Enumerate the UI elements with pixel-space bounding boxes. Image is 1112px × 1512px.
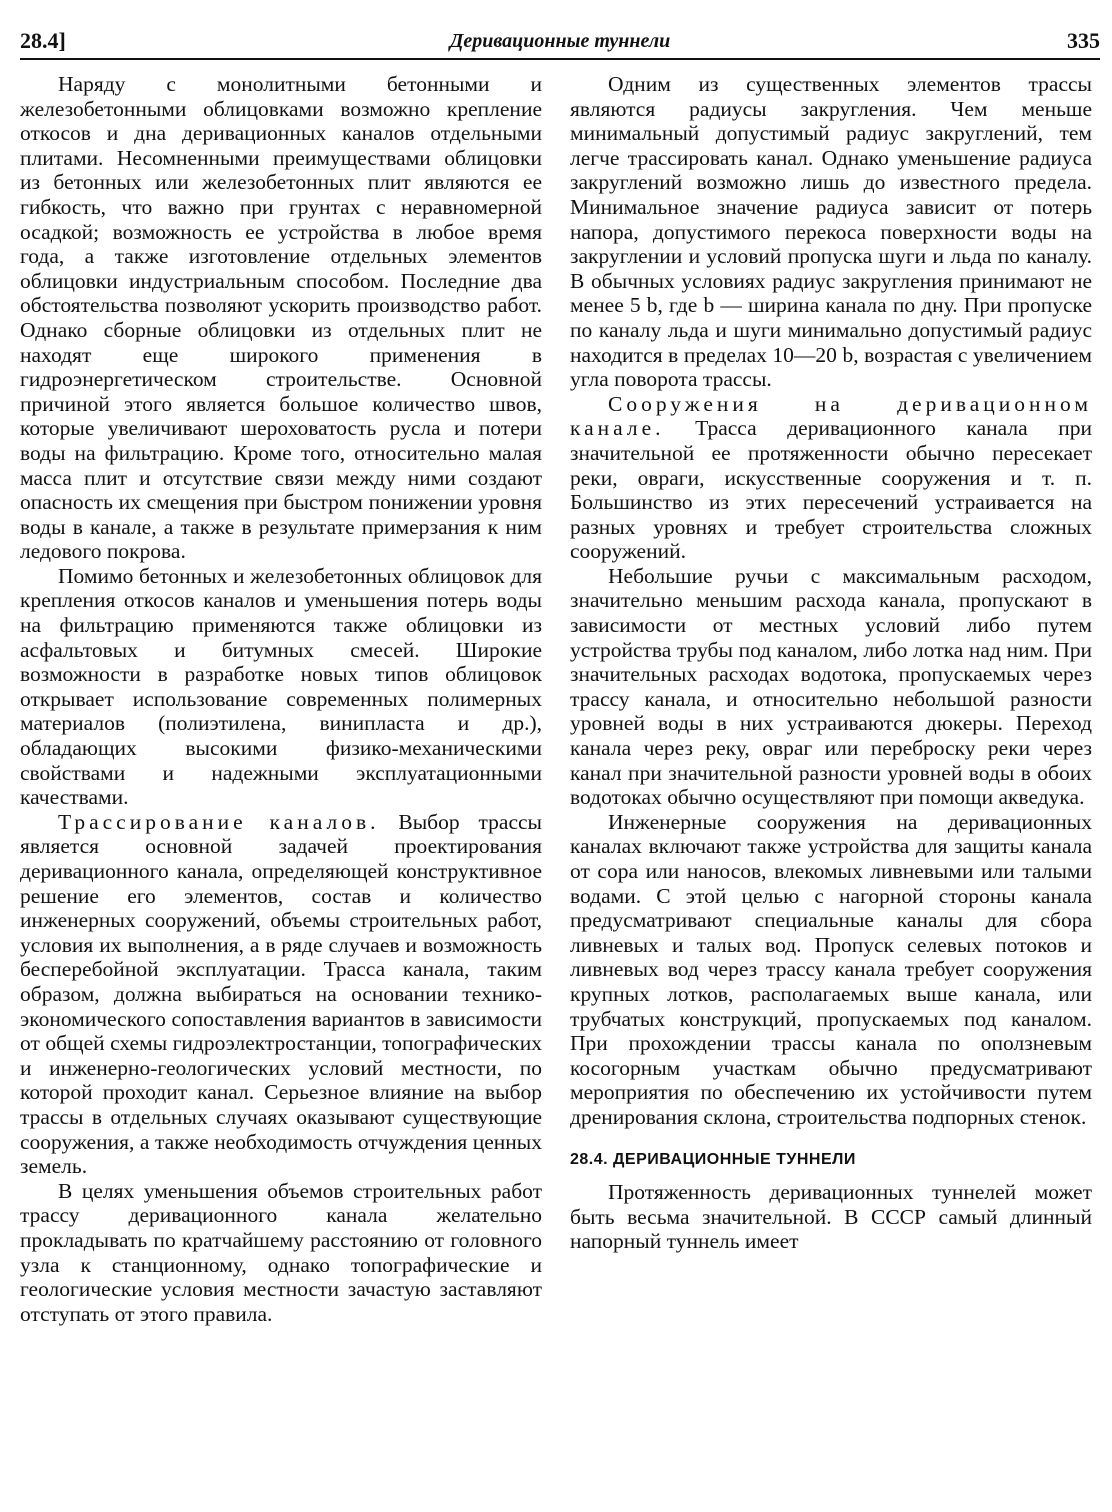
paragraph: Инженерные сооружения на деривационных каналах включают также устройства для защиты канала от сора или наносов, влекомых ливневыми или талыми водами. С этой целью с нагорной стороны канала предусматривают специальные каналы для сбора ливневых и талых вод. Пропуск селевых потоков и ливневых вод через трассу канала требует сооружения крупных лотков, располагаемых выше канала, или трубчатых конструкций, пропускаемых под каналом. При прохождении трассы канала по оползневым косогорным участкам обычно предусматривают мероприятия по обеспечению их устойчивости путем дренирования склона, строительства подпорных стенок. bbox=[570, 809, 1092, 1129]
paragraph: В целях уменьшения объемов строительных работ трассу деривационного канала желательно прокладывать по кратчайшему расстоянию от головного узла к станционному, однако топографические и геологические условия местности зачастую заставляют отступать от этого правила. bbox=[20, 1178, 542, 1326]
paragraph: Протяженность деривационных туннелей может быть весьма значительной. В СССР самый длинный напорный туннель имеет bbox=[570, 1180, 1092, 1254]
paragraph: Небольшие ручьи с максимальным расходом, значительно меньшим расхода канала, пропускают в зависимости от местных условий либо путем устройства трубы под каналом, либо лотка над ним. При значительных расходах водотока, пропускаемых через трассу канала, и относительно небольшой разности уровней воды в них устраиваются дюкеры. Переход канала через реку, овраг или переброску реки через канал при значительной разности уровней воды в обоих водотоках обычно осуществляют при помощи акведука. bbox=[570, 563, 1092, 810]
run-in-heading: Сооружения на деривационном канале. bbox=[570, 391, 1092, 441]
paragraph: Одним из существенных элементов трассы являются радиусы закругления. Чем меньше минимальный допустимый радиус закруглений, тем легче трассировать канал. Однако уменьшение радиуса закруглений возможно лишь до известного предела. Минимальное значение радиуса зависит от потерь напора, допустимого перекоса поверхности воды на закруглении и условий пропуска шуги и льда по каналу. В обычных условиях радиус закругления принимают не менее 5 b, где b — ширина канала по дну. При пропуске по каналу льда и шуги минимально допустимый радиус находится в пределах 10—20 b, возрастая с увеличением угла поворота трассы. bbox=[570, 72, 1092, 392]
header-rule bbox=[20, 58, 1100, 60]
paragraph bbox=[20, 810, 542, 1179]
paragraph: Наряду с монолитными бетонными и железобетонными облицовками возможно крепление откосов и дна деривационных каналов отдельными плитами. Несомненными преимуществами облицовки из бетонных или железобетонных плит являются ее гибкость, что важно при грунтах с неравномерной осадкой; возможность ее устройства в любое время года, а также изготовление отдельных элементов облицовки индустриальным способом. Последние два обстоятельства позволяют ускорить производство работ. Однако сборные облицовки из отдельных плит не находят еще широкого применения в гидроэнергетическом строительстве. Основной причиной этого является большое количество швов, которые увеличивают шероховатость русла и потери воды на фильтрацию. Кроме того, относительно малая масса плит и отсутствие связи между ними создают опасность их смещения при быстром понижении уровня воды в канале, а также в результате примерзания к ним ледового покрова. bbox=[20, 72, 542, 564]
paragraph-body: Трасса деривационного канала при значительной ее протяженности обычно пересекает реки, овраги, искусственные сооружения и т. п. Большинство из этих пересечений устраивается на разных уровнях и требует строительства сложных сооружений. bbox=[570, 416, 1092, 564]
paragraph-body: Выбор трассы является основной задачей проектирования деривационного канала, определяющей конструктивное решение его элементов, состав и количество инженерных сооружений, объемы строительных работ, условия их выполнения, а в ряде случаев и возможность бесперебойной эксплуатации. Трасса канала, таким образом, должна выбираться на основании технико-экономического сопоставления вариантов в зависимости от общей схемы гидроэлектростанции, топографических и инженерно-геологических условий местности, по которой проходит канал. Серьезное влияние на выбор трассы в отдельных случаях оказывают существующие сооружения, а также необходимость отчуждения ценных земель. bbox=[20, 809, 542, 1179]
run-in-heading: Трассирование каналов. bbox=[58, 809, 380, 834]
header-running-title: Деривационные туннели bbox=[449, 30, 671, 52]
section-title: 28.4. ДЕРИВАЦИОННЫЕ ТУННЕЛИ bbox=[570, 1150, 856, 1168]
paragraph bbox=[570, 392, 1092, 564]
page-header bbox=[20, 28, 1100, 58]
right-column bbox=[570, 72, 1092, 1254]
header-section-number: 28.4] bbox=[20, 28, 66, 53]
left-column bbox=[20, 72, 542, 1326]
page-number: 335 bbox=[1067, 28, 1100, 53]
paragraph: Помимо бетонных и железобетонных облицовок для крепления откосов каналов и уменьшения потерь воды на фильтрацию применяются также облицовки из асфальтовых и битумных смесей. Широкие возможности в разработке новых типов облицовок открывает использование современных полимерных материалов (полиэтилена, винипласта и др.), обладающих высокими физико-механическими свойствами и надежными эксплуатационными качествами. bbox=[20, 563, 542, 810]
